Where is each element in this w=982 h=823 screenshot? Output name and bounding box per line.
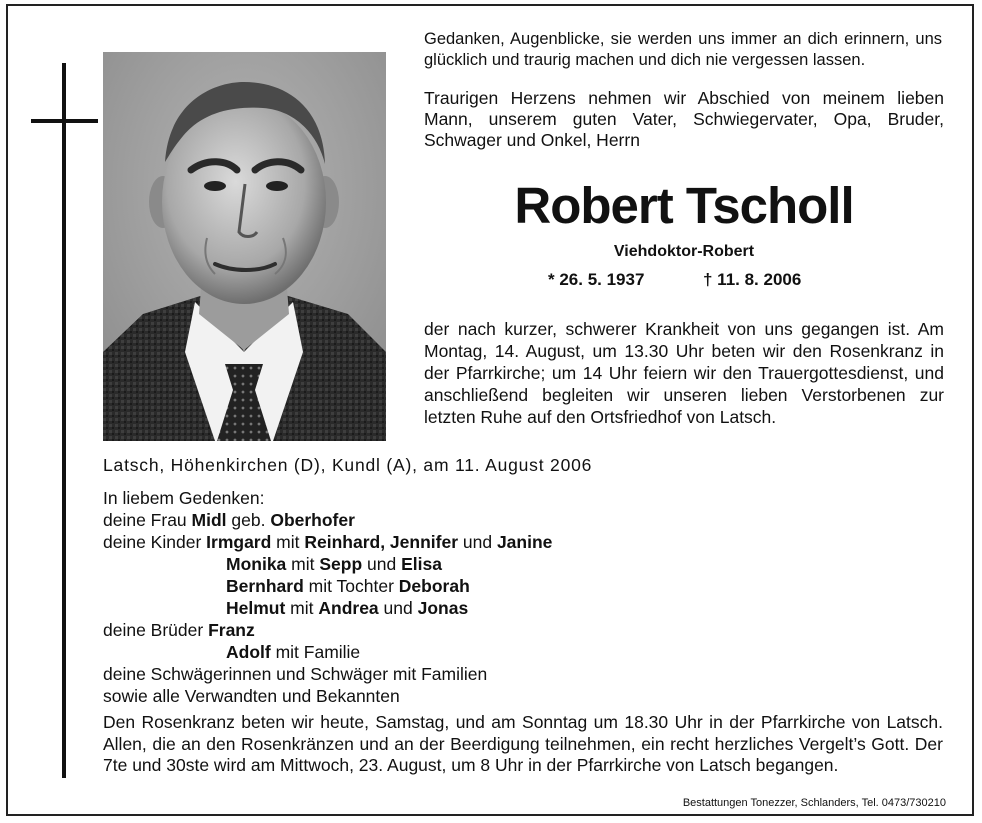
funeral-home-footer: Bestattungen Tonezzer, Schlanders, Tel. 0473/730210: [682, 797, 946, 809]
family-wife: deine Frau Midl geb. Oberhofer: [103, 510, 355, 530]
service-details: der nach kurzer, schwerer Krankheit von uns gegangen ist. Am Montag, 14. August, um 13.30 Uhr beten wir den Rosenkranz in der Pfarrkirche; um 14 Uhr feiern wir den Trauergottesdienst, und anschließend begleiten wir unseren lieben Verstorbenen zur letzten Ruhe auf den Ortsfriedhof von Latsch.: [424, 319, 944, 427]
memorial-quote: Gedanken, Augenblicke, sie werden uns immer an dich erinnern, uns glücklich und traurig machen und dich nie vergessen lassen.: [424, 30, 942, 69]
death-date: † 11. 8. 2006: [703, 270, 802, 289]
nickname: Viehdoktor-Robert: [613, 243, 755, 260]
place-and-date: Latsch, Höhenkirchen (D), Kundl (A), am 11. August 2006: [103, 455, 593, 475]
birth-date: * 26. 5. 1937: [548, 270, 645, 289]
portrait-photo: [103, 52, 386, 441]
family-children-line: Monika mit Sepp und Elisa: [226, 554, 442, 574]
family-brothers-line: Adolf mit Familie: [226, 642, 361, 662]
family-children-line: Helmut mit Andrea und Jonas: [226, 598, 469, 618]
family-children-line: deine Kinder Irmgard mit Reinhard, Jennifer und Janine: [103, 532, 553, 552]
family-in-laws: deine Schwägerinnen und Schwäger mit Familien: [103, 664, 488, 684]
cross-icon: [62, 63, 66, 778]
memorial-heading: In liebem Gedenken:: [103, 488, 265, 508]
family-children-line: Bernhard mit Tochter Deborah: [226, 576, 470, 596]
deceased-name: Robert Tscholl: [514, 177, 854, 234]
closing-text: Den Rosenkranz beten wir heute, Samstag, und am Sonntag um 18.30 Uhr in der Pfarrkirche von Latsch. Allen, die an den Rosenkränzen und an der Beerdigung teilnehmen, ein recht herzliches Vergelt’s Gott. Der 7te und 30ste wird am Mittwoch, 23. August, um 8 Uhr in der Pfarrkirche von Latsch begangen.: [103, 712, 943, 775]
family-brothers-line: deine Brüder Franz: [103, 620, 255, 640]
intro-text: Traurigen Herzens nehmen wir Abschied von meinem lieben Mann, unserem guten Vater, Schwiegervater, Opa, Bruder, Schwager und Onkel, Herrn: [424, 88, 944, 150]
family-relatives: sowie alle Verwandten und Bekannten: [103, 686, 400, 706]
portrait-illustration: [103, 52, 386, 441]
cross-icon-bar: [31, 119, 98, 123]
